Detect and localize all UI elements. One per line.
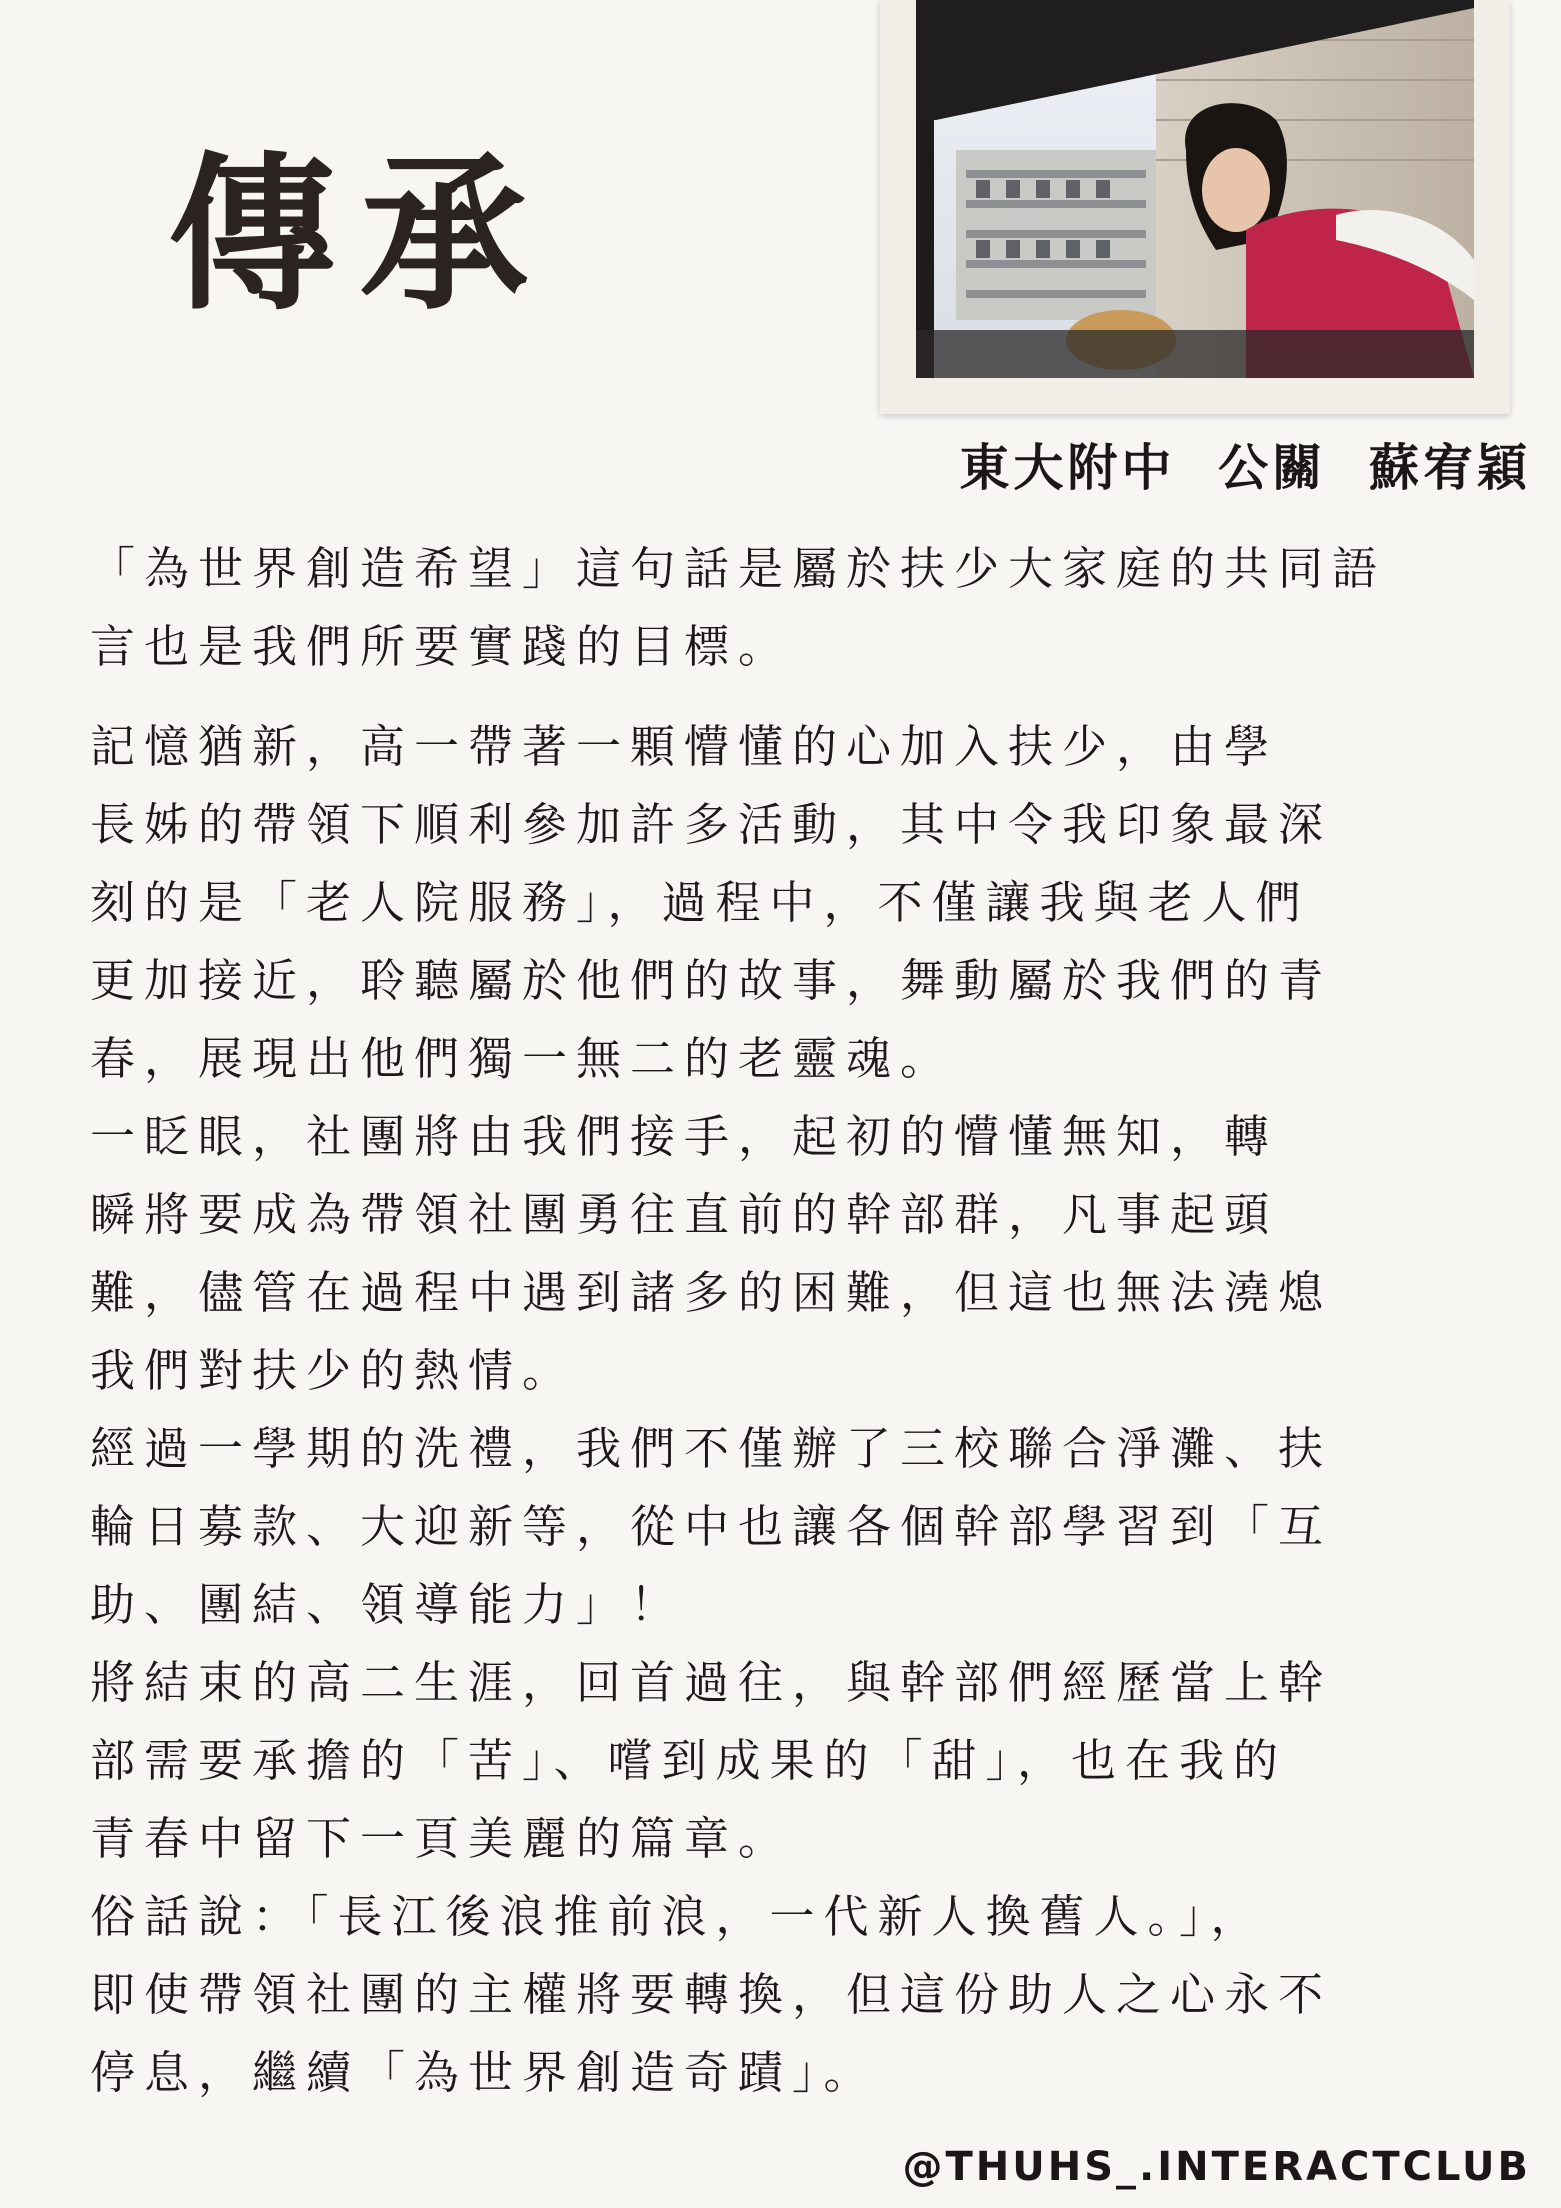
paragraph-activities: 經過一學期的洗禮，我們不僅辦了三校聯合淨灘、扶 輪日募款、大迎新等，從中也讓各個幹部學習到「互 助、團結、領導能力」！ (90, 1422, 1333, 1631)
page-title: 傳承 (168, 135, 552, 333)
paragraph-memory: 記憶猶新，高一帶著一顆懵懂的心加入扶少，由學 長姊的帶領下順利參加許多活動，其中令我印象最深 刻的是「老人院服務」，過程中，不僅讓我與老人們 更加接近，聆聽屬於他們的故事，舞動屬於我們的青 春，展現出他們獨一無二的老靈魂。 (90, 720, 1333, 1085)
paragraph-intro: 「為世界創造希望」這句話是屬於扶少大家庭的共同語 言也是我們所要實踐的目標。 (90, 542, 1387, 673)
article-body (90, 530, 1460, 2112)
author-photo (916, 0, 1474, 378)
paragraph-reflection: 將結束的高二生涯，回首過往，與幹部們經歷當上幹 部需要承擔的「苦」、嚐到成果的「甜」，也在我的 青春中留下一頁美麗的篇章。 (90, 1656, 1333, 1865)
polaroid-photo-frame (880, 0, 1510, 414)
author-byline: 東大附中 公關 蘇宥穎 (959, 439, 1531, 497)
paragraph-closing: 俗話說：「長江後浪推前浪，一代新人換舊人。」， 即使帶領社團的主權將要轉換，但這份助人之心永不 停息，繼續「為世界創造奇蹟」。 (90, 1890, 1333, 2099)
paragraph-takeover: 一眨眼，社團將由我們接手，起初的懵懂無知，轉 瞬將要成為帶領社團勇往直前的幹部群，凡事起頭 難，儘管在過程中遇到諸多的困難，但這也無法澆熄 我們對扶少的熱情。 (90, 1110, 1333, 1397)
social-handle: @THUHS_.INTERACTCLUB (902, 2144, 1531, 2190)
